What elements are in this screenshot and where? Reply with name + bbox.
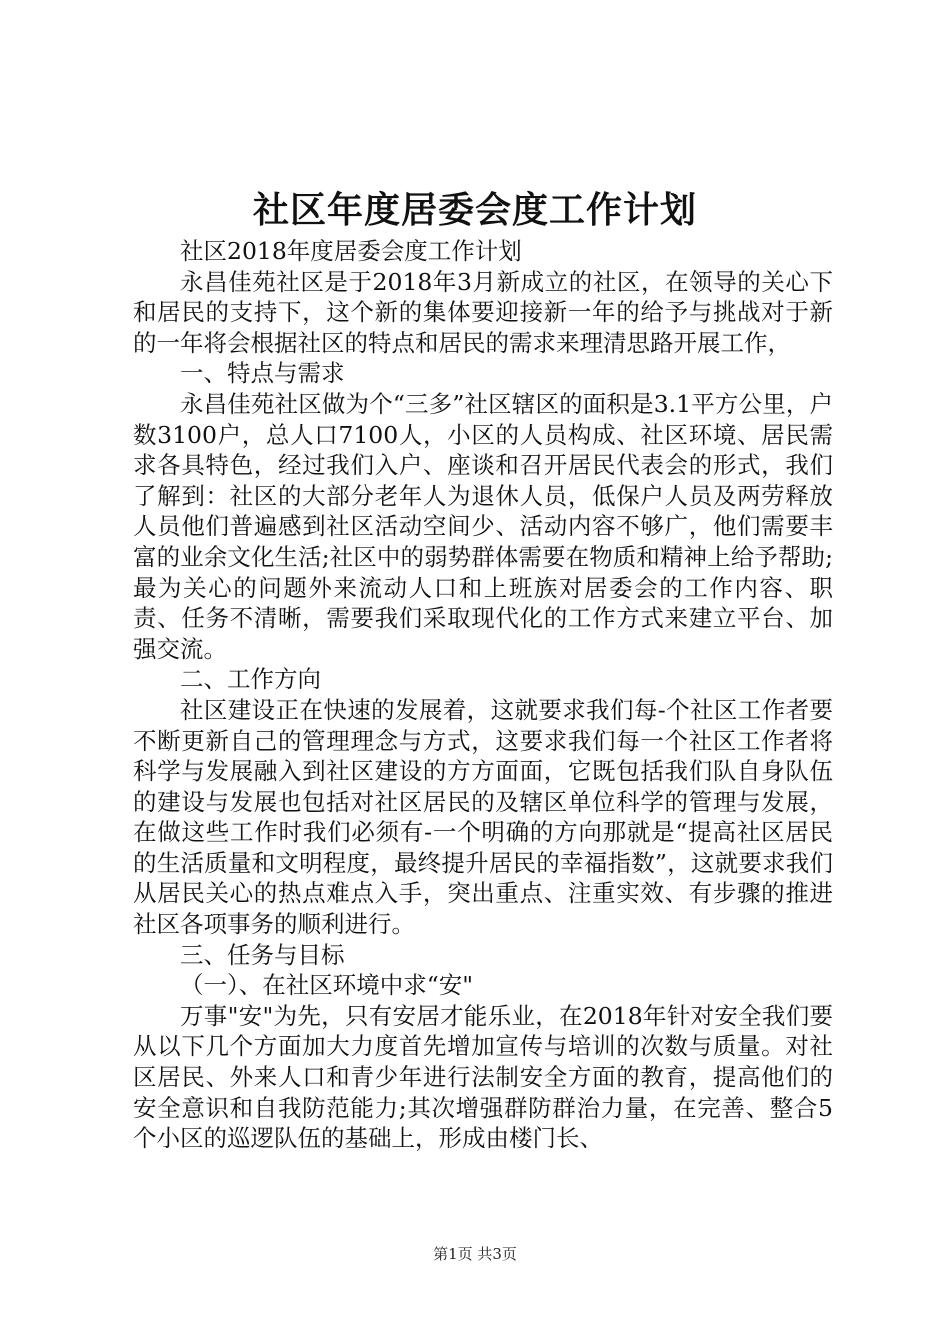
section-2-paragraph: 社区建设正在快速的发展着，这就要求我们每-个社区工作者要不断更新自己的管理理念与方式，这要求我们每一个社区工作者将科学与发展融入到社区建设的方方面面，它既包括我们队自身队伍的建设与发展也包括对社区居民的及辖区单位科学的管理与发展，在做这些工作时我们必须有-一个明确的方向那就是“提高社区居民的生活质量和文明程度，最终提升居民的幸福指数”，这就要求我们从居民关心的热点难点入手，突出重点、注重实效、有步骤的推进社区各项事务的顺利进行。 <box>133 695 833 939</box>
page-footer: 第1页 共3页 <box>433 1245 517 1263</box>
document-title: 社区年度居委会度工作计划 <box>252 189 697 231</box>
subsection-heading-1: （一）、在社区环境中求“安" <box>180 971 474 1000</box>
section-heading-3: 三、任务与目标 <box>180 940 345 969</box>
section-heading-1: 一、特点与需求 <box>180 359 345 388</box>
section-1-paragraph: 永昌佳苑社区做为个“三多”社区辖区的面积是3.1平方公里，户数3100户，总人口7100人，小区的人员构成、社区环境、居民需求各具特色，经过我们入户、座谈和召开居民代表会的形式，我们了解到：社区的大部分老年人为退休人员，低保户人员及两劳释放人员他们普遍感到社区活动空间少、活动内容不够广，他们需要丰富的业余文化生活;社区中的弱势群体需要在物质和精神上给予帮助;最为关心的问题外来流动人口和上班族对居委会的工作内容、职责、任务不清晰，需要我们采取现代化的工作方式来建立平台、加强交流。 <box>133 389 833 663</box>
subtitle-paragraph: 社区2018年度居委会度工作计划 <box>180 237 522 265</box>
subsection-1-paragraph: 万事"安"为先，只有安居才能乐业，在2018年针对安全我们要从以下几个方面加大力度首先增加宣传与培训的次数与质量。对社区居民、外来人口和青少年进行法制安全方面的教育，提高他们的安全意识和自我防范能力;其次增强群防群治力量，在完善、整合5个小区的巡逻队伍的基础上，形成由楼门长、 <box>133 1001 833 1153</box>
document-body <box>133 236 833 1154</box>
intro-paragraph: 永昌佳苑社区是于2018年3月新成立的社区，在领导的关心下和居民的支持下，这个新的集体要迎接新一年的给予与挑战对于新的一年将会根据社区的特点和居民的需求来理清思路开展工作， <box>133 267 833 357</box>
section-heading-2: 二、工作方向 <box>180 665 321 694</box>
